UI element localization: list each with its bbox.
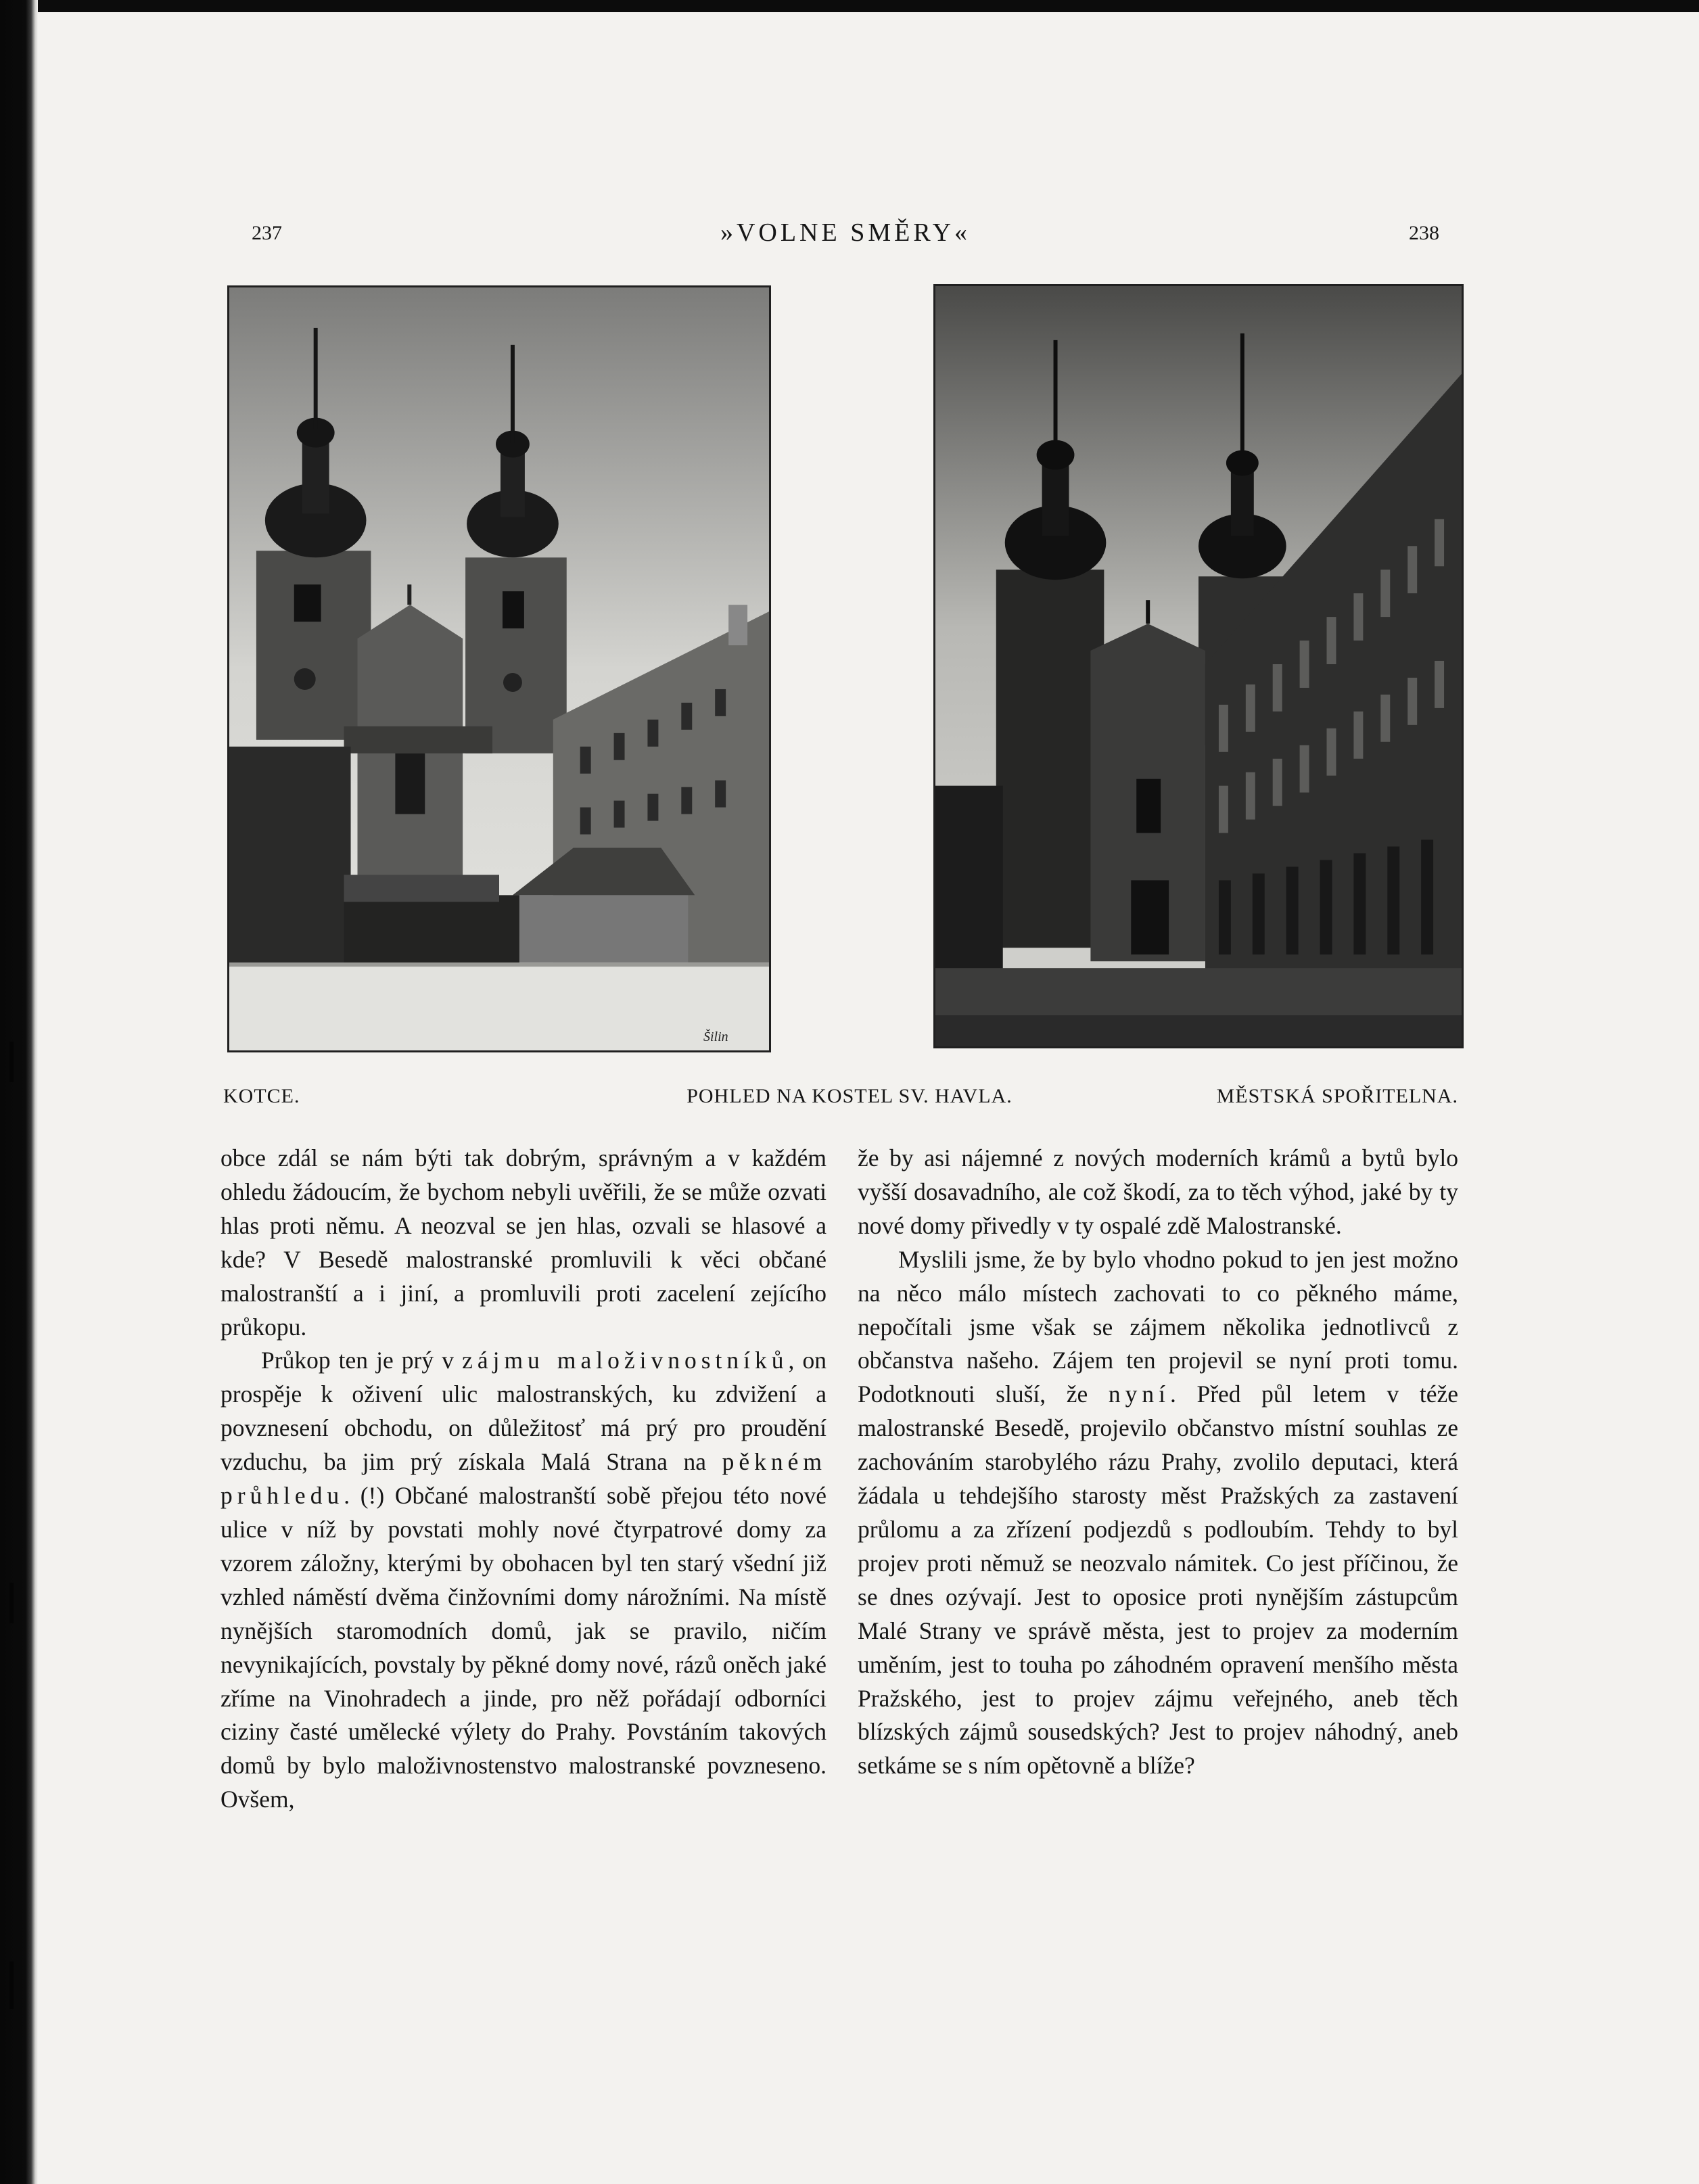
paragraph: že by asi nájemné z nových moderních krámů a bytů bylo vyšší dosavadního, ale což škodí, za to těch výhod, jaké by ty nové domy přivedly v ty ospalé zdě Malostranské. [858, 1144, 1458, 1239]
photo-kotce-drawing [229, 287, 769, 1050]
photo-kotce [227, 285, 771, 1052]
photo-sporitelna [933, 284, 1464, 1048]
paragraph [858, 1243, 1458, 1784]
text-run: . Před půl letem v téže malostranské Besedě, projevilo občanstvo místní souhlas ze zachováním starobylého rázu Prahy, zvolilo deputaci, která žádala u tehdejšího starosty měst Pražských za zastavení průlomu a za zřízení podjezdů s podloubím. Tehdy to byl projev proti němuž se neozvalo námitek. Co jest příčinou, že se dnes ozývají. Jest to oposice proti nynějším zástupcům Malé Strany ve správě města, jest to projev za moderním uměním, jest to touha po záhodném opravení menšího města Pražského, jest to projev zájmu veřejného, aneb těch blízských zájmů sousedských? Jest to projev náhodný, aneb setkáme se s ním opětovně a blíže? [858, 1380, 1458, 1780]
caption-kotce: KOTCE. [223, 1085, 300, 1107]
paragraph [220, 1344, 827, 1817]
text-run: . (!) Občané malostranští sobě přejou této nové ulice v níž by povstati mohly nové čtyrpatrové domy za vzorem záložny, kterými by obohacen byl ten starý všední již vzhled náměstí dvěma činžovními domy nárožními. Na místě nynějších staromodních domů, jak se pravilo, ničím nevynikajících, povstaly by pěkné domy nové, rázů oněch jaké zříme na Vinohradech a jinde, pro něž pořádají odborníci ciziny časté umělecké výlety do Prahy. Povstáním takových domů by bylo maloživnostenstvo malostranské povzneseno. Ovšem, [220, 1482, 827, 1813]
spaced-emphasis: nyní [1108, 1380, 1170, 1408]
text-run: Průkop ten je prý v [261, 1347, 463, 1374]
page-number-right: 238 [1409, 222, 1439, 244]
journal-title: »VOLNE SMĚRY« [720, 218, 971, 247]
text-column-left [220, 1142, 827, 1817]
photographer-signature: Šilin [703, 1029, 728, 1044]
caption-havel: POHLED NA KOSTEL SV. HAVLA. [686, 1085, 1013, 1107]
running-head [252, 215, 1439, 256]
spine-mark [9, 1042, 14, 1082]
page-number-left: 237 [252, 222, 282, 244]
caption-sporitelna: MĚSTSKÁ SPOŘITELNA. [1216, 1085, 1458, 1107]
spaced-emphasis: pěkném průhledu [220, 1448, 827, 1510]
text-column-right [858, 1142, 1458, 1783]
text-run: Myslili jsme, že by bylo vhodno pokud to jen jest možno na něco málo místech zachovati to co pěkného máme, nepočítali jsme však se zájmem několika jednotlivců z občanstva našeho. Zájem ten projevil se nyní proti tomu. Podotknouti sluší, že [858, 1245, 1458, 1408]
page-edge-top [0, 0, 1699, 12]
photo-sporitelna-drawing [935, 286, 1462, 1046]
spaced-emphasis: zájmu maloživnostníků [462, 1347, 789, 1374]
paragraph: obce zdál se nám býti tak dobrým, správným a v každém ohledu žádoucím, že bychom nebyli uvěřili, že se může ozvati hlas proti němu. A neozval se jen hlas, ozvali se hlasové a kde? V Besedě malostranské promluvili k věci občané malostranští a i jiní, a promluvili proti zacelení zejícího průkopu. [220, 1144, 827, 1341]
text-run: , on prospěje k oživení ulic malostranských, ku zdvižení a povznesení obchodu, on důležitosť má prý pro proudění vzduchu, ba jim prý získala Malá Strana na [220, 1347, 827, 1476]
spine-mark [9, 1961, 14, 2009]
spine-mark [9, 1583, 14, 1623]
